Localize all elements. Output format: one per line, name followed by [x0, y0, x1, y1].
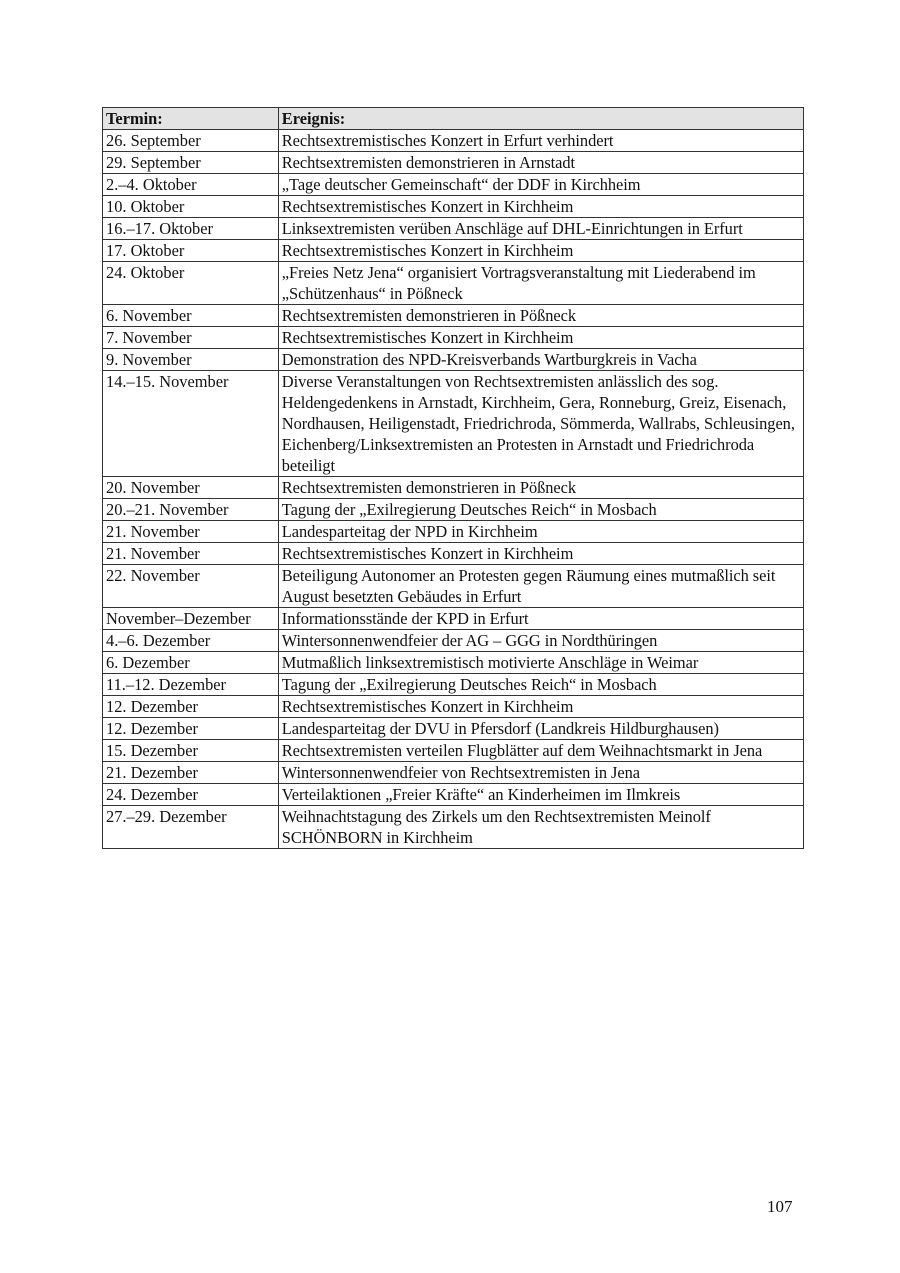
row-date: 10. Oktober: [103, 196, 279, 218]
row-date: 21. November: [103, 521, 279, 543]
row-date: 12. Dezember: [103, 696, 279, 718]
row-event: Rechtsextremisten demonstrieren in Pößneck: [278, 305, 803, 327]
table-body: [103, 130, 804, 849]
row-date: 15. Dezember: [103, 740, 279, 762]
table-row: [103, 543, 804, 565]
table-row: [103, 784, 804, 806]
row-event: Rechtsextremisten demonstrieren in Pößneck: [278, 477, 803, 499]
row-event: Wintersonnenwendfeier von Rechtsextremisten in Jena: [278, 762, 803, 784]
table-row: [103, 762, 804, 784]
row-event: Linksextremisten verüben Anschläge auf DHL-Einrichtungen in Erfurt: [278, 218, 803, 240]
table-row: [103, 174, 804, 196]
table-row: [103, 349, 804, 371]
header-date: Termin:: [103, 108, 279, 130]
row-date: 21. Dezember: [103, 762, 279, 784]
row-event: „Tage deutscher Gemeinschaft“ der DDF in Kirchheim: [278, 174, 803, 196]
events-table: [102, 107, 804, 849]
table-row: [103, 499, 804, 521]
table-row: [103, 806, 804, 849]
table-row: [103, 262, 804, 305]
row-date: 4.–6. Dezember: [103, 630, 279, 652]
row-date: 14.–15. November: [103, 371, 279, 477]
row-event: Verteilaktionen „Freier Kräfte“ an Kinderheimen im Ilmkreis: [278, 784, 803, 806]
row-date: 27.–29. Dezember: [103, 806, 279, 849]
row-event: Rechtsextremistisches Konzert in Kirchheim: [278, 543, 803, 565]
header-event: Ereignis:: [278, 108, 803, 130]
row-date: 24. Dezember: [103, 784, 279, 806]
row-date: 22. November: [103, 565, 279, 608]
row-date: 20.–21. November: [103, 499, 279, 521]
row-date: 7. November: [103, 327, 279, 349]
row-date: 16.–17. Oktober: [103, 218, 279, 240]
row-event: „Freies Netz Jena“ organisiert Vortragsveranstaltung mit Liederabend im „Schützenhaus“ in Pößneck: [278, 262, 803, 305]
row-date: 6. November: [103, 305, 279, 327]
table-row: [103, 521, 804, 543]
row-date: 24. Oktober: [103, 262, 279, 305]
table-row: [103, 674, 804, 696]
row-date: 21. November: [103, 543, 279, 565]
row-event: Rechtsextremistisches Konzert in Kirchheim: [278, 696, 803, 718]
table-row: [103, 608, 804, 630]
table-row: [103, 696, 804, 718]
table-row: [103, 305, 804, 327]
row-event: Wintersonnenwendfeier der AG – GGG in Nordthüringen: [278, 630, 803, 652]
row-event: Landesparteitag der DVU in Pfersdorf (Landkreis Hildburghausen): [278, 718, 803, 740]
row-event: Weihnachtstagung des Zirkels um den Rechtsextremisten Meinolf SCHÖNBORN in Kirchheim: [278, 806, 803, 849]
row-event: Informationsstände der KPD in Erfurt: [278, 608, 803, 630]
row-date: 2.–4. Oktober: [103, 174, 279, 196]
row-date: 12. Dezember: [103, 718, 279, 740]
row-date: 20. November: [103, 477, 279, 499]
table-row: [103, 327, 804, 349]
table-row: [103, 652, 804, 674]
table-row: [103, 477, 804, 499]
row-event: Beteiligung Autonomer an Protesten gegen Räumung eines mutmaßlich seit August besetzten Gebäudes in Erfurt: [278, 565, 803, 608]
row-date: 11.–12. Dezember: [103, 674, 279, 696]
table-row: [103, 240, 804, 262]
row-event: Rechtsextremistisches Konzert in Erfurt verhindert: [278, 130, 803, 152]
row-date: November–Dezember: [103, 608, 279, 630]
table-row: [103, 130, 804, 152]
table-row: [103, 718, 804, 740]
row-event: Landesparteitag der NPD in Kirchheim: [278, 521, 803, 543]
table-row: [103, 196, 804, 218]
row-event: Rechtsextremisten demonstrieren in Arnstadt: [278, 152, 803, 174]
row-date: 9. November: [103, 349, 279, 371]
table-row: [103, 740, 804, 762]
table-row: [103, 218, 804, 240]
row-event: Demonstration des NPD-Kreisverbands Wartburgkreis in Vacha: [278, 349, 803, 371]
row-event: Rechtsextremistisches Konzert in Kirchheim: [278, 196, 803, 218]
row-date: 29. September: [103, 152, 279, 174]
row-date: 17. Oktober: [103, 240, 279, 262]
row-event: Rechtsextremisten verteilen Flugblätter auf dem Weihnachtsmarkt in Jena: [278, 740, 803, 762]
row-event: Tagung der „Exilregierung Deutsches Reich“ in Mosbach: [278, 674, 803, 696]
table-row: [103, 565, 804, 608]
page-number: 107: [767, 1197, 793, 1216]
row-event: Diverse Veranstaltungen von Rechtsextremisten anlässlich des sog. Heldengedenkens in Arnstadt, Kirchheim, Gera, Ronneburg, Greiz, Eisenach, Nordhausen, Heiligenstadt, Friedrichroda, Sömmerda, Wallrabs, Schleusingen, Eichenberg/Linksextremisten an Protesten in Arnstadt und Friedrichroda beteiligt: [278, 371, 803, 477]
row-event: Tagung der „Exilregierung Deutsches Reich“ in Mosbach: [278, 499, 803, 521]
row-date: 26. September: [103, 130, 279, 152]
row-event: Mutmaßlich linksextremistisch motivierte Anschläge in Weimar: [278, 652, 803, 674]
row-event: Rechtsextremistisches Konzert in Kirchheim: [278, 327, 803, 349]
row-event: Rechtsextremistisches Konzert in Kirchheim: [278, 240, 803, 262]
table-header-row: [103, 108, 804, 130]
table-row: [103, 152, 804, 174]
table-row: [103, 371, 804, 477]
table-row: [103, 630, 804, 652]
row-date: 6. Dezember: [103, 652, 279, 674]
